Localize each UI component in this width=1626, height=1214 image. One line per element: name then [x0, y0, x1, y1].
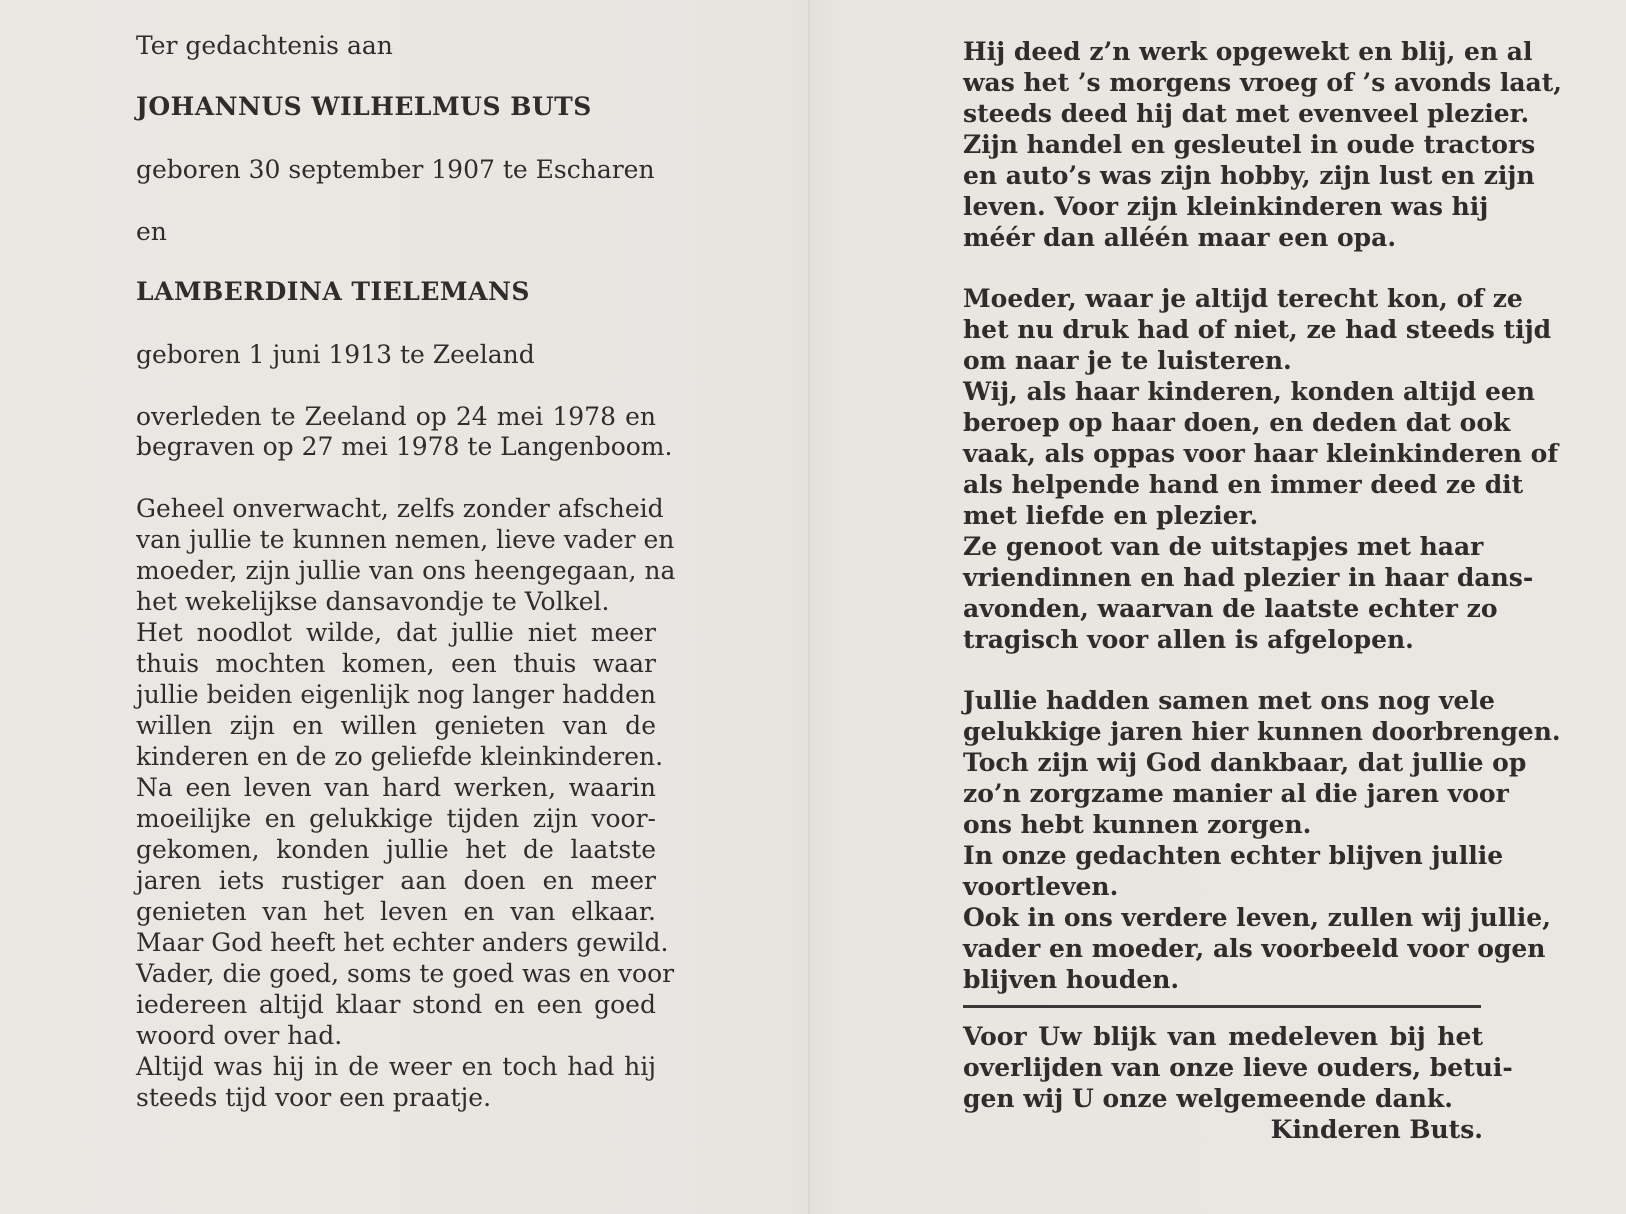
body-line: jullie beiden eigenlijk nog langer hadden — [136, 680, 656, 709]
body-line: het wekelijkse dansavondje te Volkel. — [136, 587, 610, 616]
body-line: van jullie te kunnen nemen, lieve vader en — [136, 525, 675, 554]
divider-rule — [963, 1005, 1481, 1008]
body-line: Vader, die goed, soms te goed was en voor — [136, 959, 675, 988]
para2-line: als helpende hand en immer deed ze dit — [963, 470, 1524, 499]
para1-line: en auto’s was zijn hobby, zijn lust en zijn — [963, 161, 1535, 190]
para2-line: Ze genoot van de uitstapjes met haar — [963, 532, 1484, 561]
para1-line: méér dan alléén maar een opa. — [963, 223, 1397, 252]
card-fold — [808, 0, 810, 1214]
body-line: woord over had. — [136, 1021, 343, 1050]
thanks-line: Voor Uw blijk van medeleven bij het — [963, 1022, 1483, 1051]
name-husband: JOHANNUS WILHELMUS BUTS — [136, 92, 592, 121]
body-line: willen zijn en willen genieten van de — [136, 711, 656, 740]
name-wife: LAMBERDINA TIELEMANS — [136, 277, 530, 306]
thanks-line: gen wij U onze welgemeende dank. — [963, 1084, 1453, 1113]
para3-line: Jullie hadden samen met ons nog vele — [963, 686, 1495, 715]
para2-line: beroep op haar doen, en deden dat ook — [963, 408, 1511, 437]
body-line: Na een leven van hard werken, waarin — [136, 773, 656, 802]
body-line: moeilijke en gelukkige tijden zijn voor- — [136, 804, 656, 833]
body-line: kinderen en de zo geliefde kleinkinderen. — [136, 742, 664, 771]
para3-line: blijven houden. — [963, 965, 1180, 994]
para2-line: Wij, als haar kinderen, konden altijd een — [963, 377, 1535, 406]
para3-line: Toch zijn wij God dankbaar, dat jullie op — [963, 748, 1527, 777]
body-line: iedereen altijd klaar stond en een goed — [136, 990, 656, 1019]
para2-line: tragisch voor allen is afgelopen. — [963, 625, 1414, 654]
para3-line: vader en moeder, als voorbeeld voor ogen — [963, 934, 1546, 963]
para3-line: zo’n zorgzame manier al die jaren voor — [963, 779, 1509, 808]
para2-line: Moeder, waar je altijd terecht kon, of ze — [963, 284, 1523, 313]
para2-line: het nu druk had of niet, ze had steeds tijd — [963, 315, 1552, 344]
body-line: jaren iets rustiger aan doen en meer — [136, 866, 656, 895]
para2-line: vaak, als oppas voor haar kleinkinderen of — [963, 439, 1559, 468]
para3-line: voortleven. — [963, 872, 1119, 901]
para3-line: Ook in ons verdere leven, zullen wij jullie, — [963, 903, 1551, 932]
birth-husband: geboren 30 september 1907 te Escharen — [136, 155, 655, 184]
death-line: begraven op 27 mei 1978 te Langenboom. — [136, 432, 673, 461]
death-line: overleden te Zeeland op 24 mei 1978 en — [136, 402, 656, 431]
para1-line: Zijn handel en gesleutel in oude tractors — [963, 130, 1536, 159]
body-line: steeds tijd voor een praatje. — [136, 1083, 492, 1112]
body-line: moeder, zijn jullie van ons heengegaan, na — [136, 556, 676, 585]
intro-text: Ter gedachtenis aan — [136, 31, 393, 60]
para1-line: leven. Voor zijn kleinkinderen was hij — [963, 192, 1489, 221]
para3-line: gelukkige jaren hier kunnen doorbrengen. — [963, 717, 1561, 746]
para2-line: avonden, waarvan de laatste echter zo — [963, 594, 1498, 623]
thanks-line: overlijden van onze lieve ouders, betui- — [963, 1053, 1513, 1082]
para2-line: met liefde en plezier. — [963, 501, 1259, 530]
body-line: Het noodlot wilde, dat jullie niet meer — [136, 618, 656, 647]
body-line: thuis mochten komen, een thuis waar — [136, 649, 656, 678]
body-line: genieten van het leven en van elkaar. — [136, 897, 656, 926]
para2-line: om naar je te luisteren. — [963, 346, 1292, 375]
body-line: Altijd was hij in de weer en toch had hij — [136, 1052, 656, 1081]
para3-line: In onze gedachten echter blijven jullie — [963, 841, 1504, 870]
body-line: Maar God heeft het echter anders gewild. — [136, 928, 669, 957]
body-line: gekomen, konden jullie het de laatste — [136, 835, 656, 864]
signature: Kinderen Buts. — [1270, 1115, 1483, 1144]
body-line: Geheel onverwacht, zelfs zonder afscheid — [136, 494, 664, 523]
para2-line: vriendinnen en had plezier in haar dans- — [963, 563, 1534, 592]
para1-line: Hij deed z’n werk opgewekt en blij, en al — [963, 37, 1533, 66]
para1-line: was het ’s morgens vroeg of ’s avonds laat, — [963, 68, 1563, 97]
and-text: en — [136, 217, 167, 246]
para3-line: ons hebt kunnen zorgen. — [963, 810, 1312, 839]
para1-line: steeds deed hij dat met evenveel plezier. — [963, 99, 1530, 128]
birth-wife: geboren 1 juni 1913 te Zeeland — [136, 340, 535, 369]
